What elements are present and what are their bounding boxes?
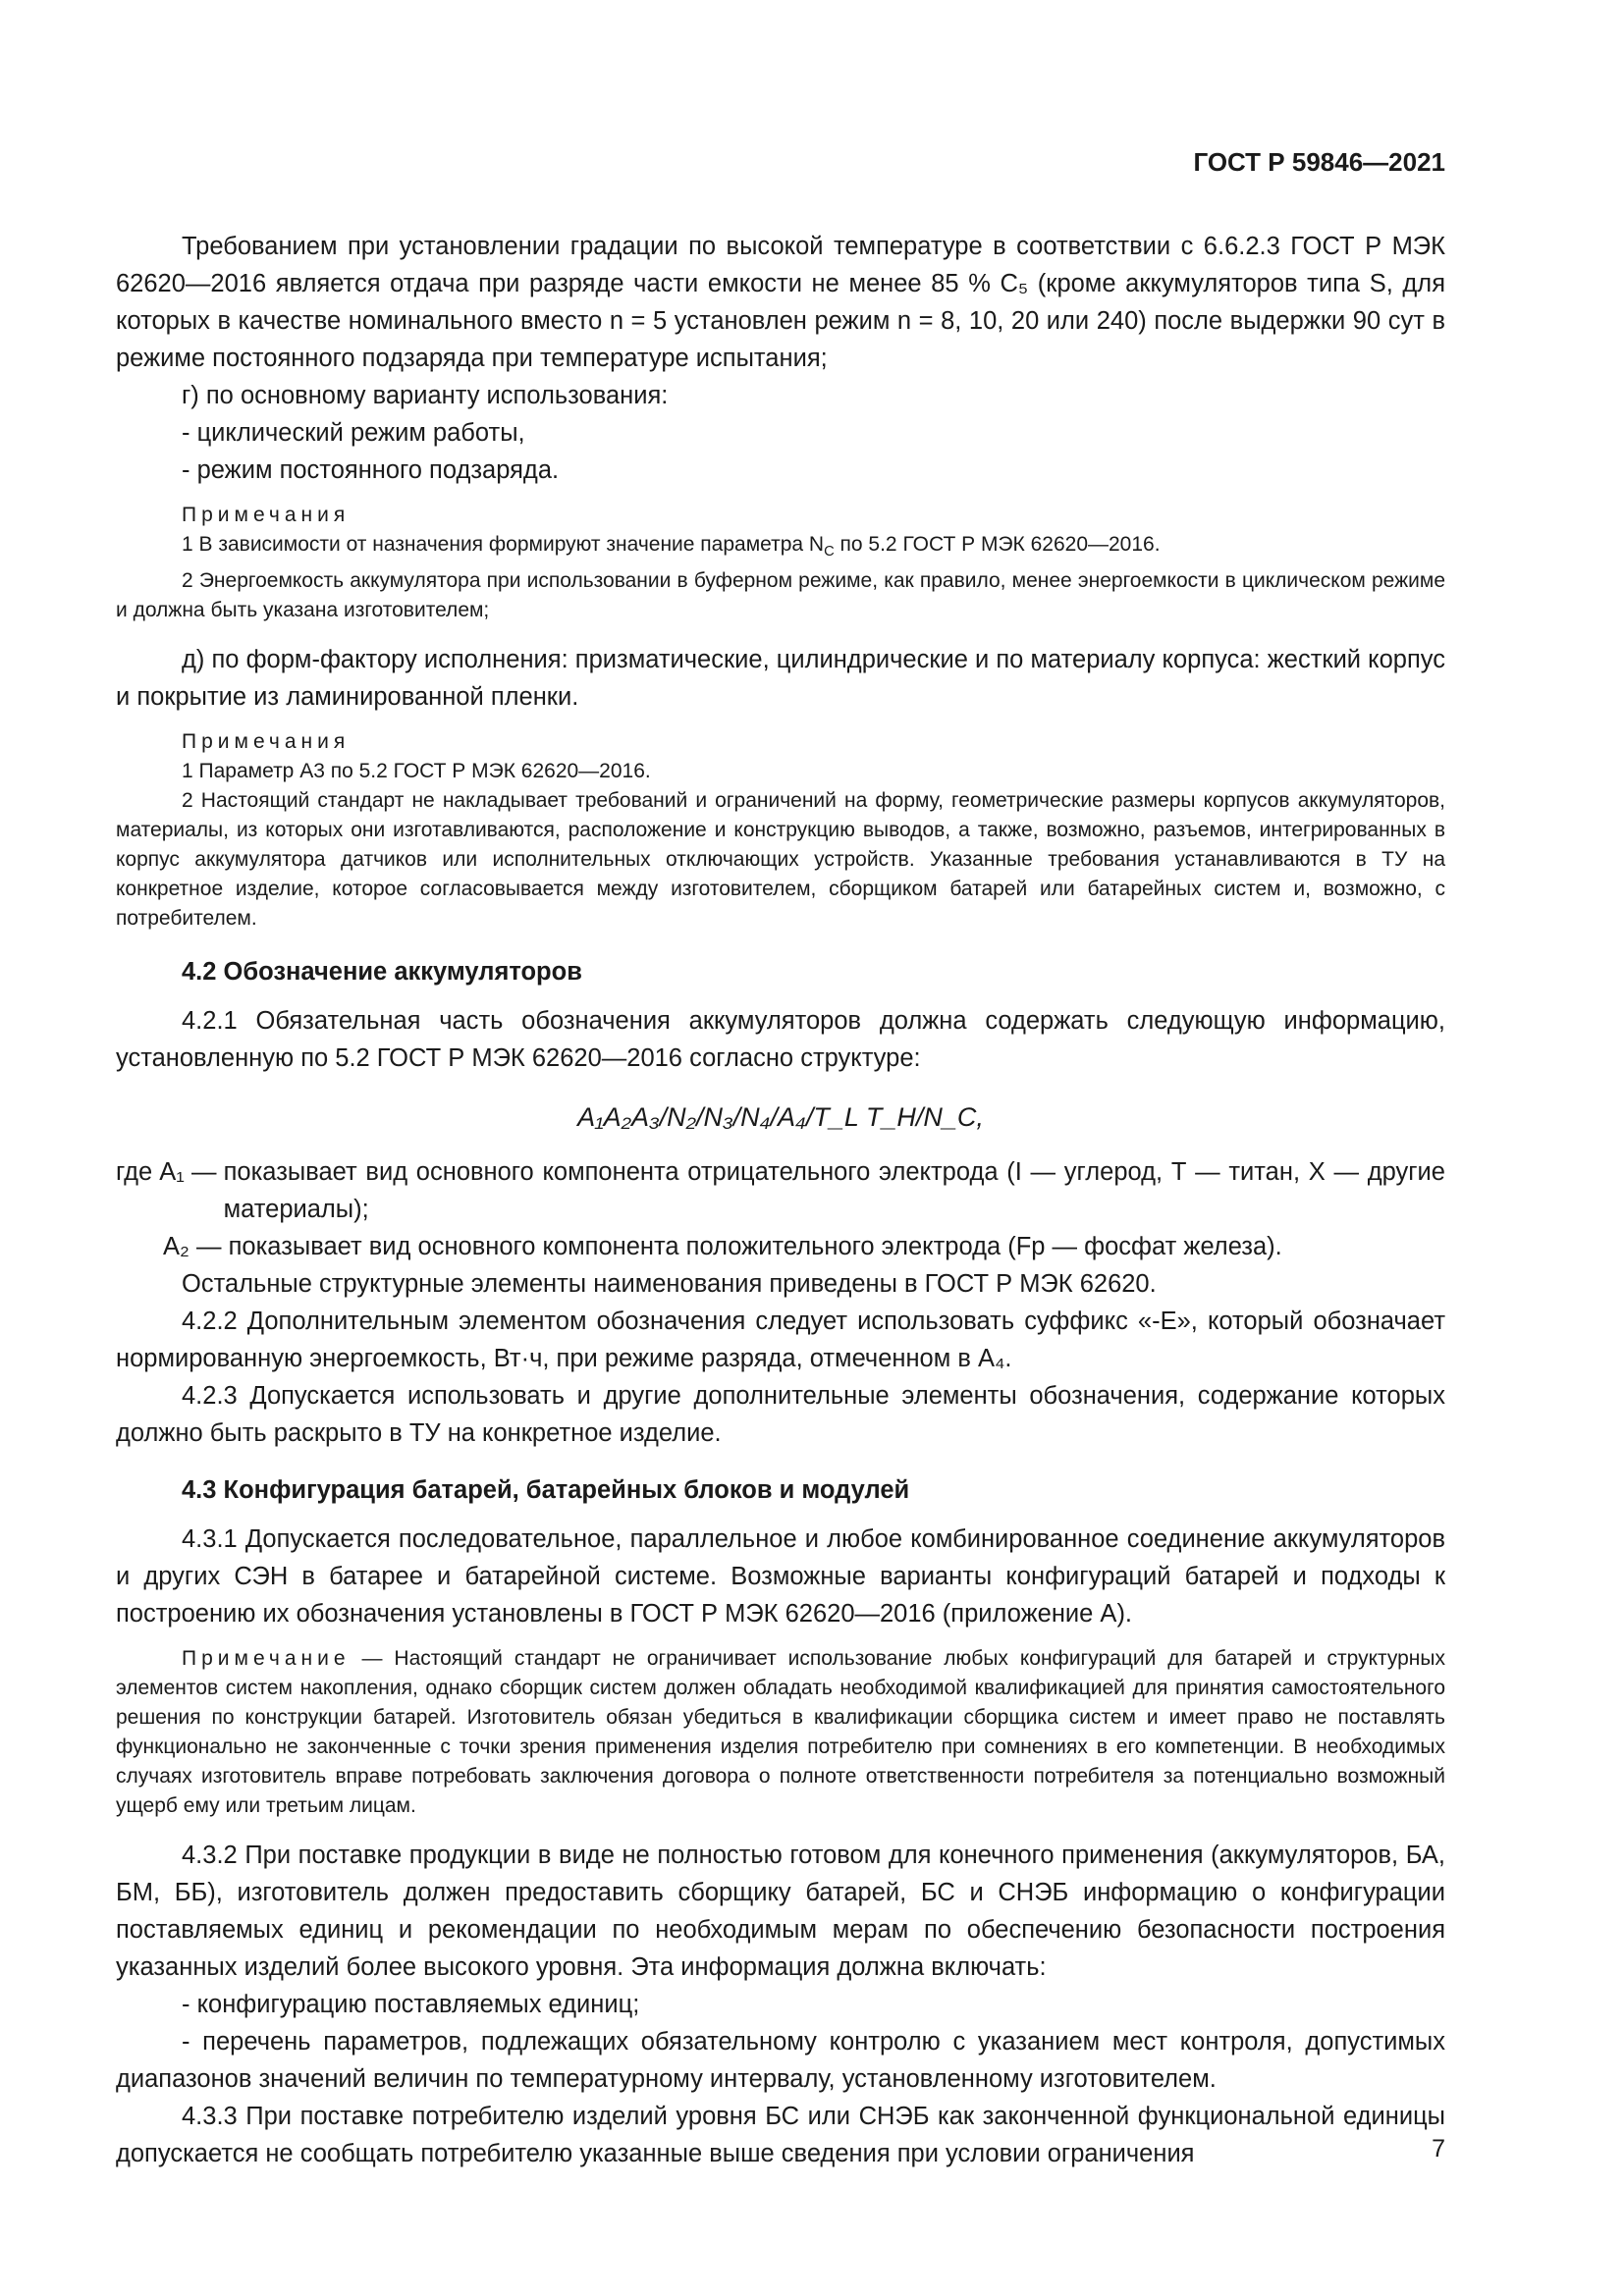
document-id-header: ГОСТ Р 59846—2021 — [1193, 147, 1445, 177]
where-a2-text: показывает вид основного компонента положительного электрода (Fp — фосфат железа). — [228, 1233, 1282, 1261]
page-body — [116, 228, 1445, 2172]
paragraph-4-2-1: 4.2.1 Обязательная часть обозначения аккумуляторов должна содержать следующую информацию, установленную по 5.2 ГОСТ Р МЭК 62620—2016 согласно структуре: — [116, 1007, 1445, 1073]
where-a1-label: где A₁ — — [116, 1158, 217, 1187]
page-number: 7 — [1432, 2135, 1445, 2163]
note-2-1: 1 Параметр А3 по 5.2 ГОСТ Р МЭК 62620—2016. — [182, 760, 651, 783]
note-3: Примечание — Настоящий стандарт не ограничивает использование любых конфигураций для батарей и структурных элементов систем накопления, однако сборщик систем должен обладать необходимой квалификацией для принятия самостоятельного решения по конструкции батарей. Изготовитель обязан убедиться в квалификации сборщика систем и имеет право не поставлять функционально не законченные с точки зрения применения изделия потребителю при сомнениях в его компетенции. В необходимых случаях изготовитель вправе потребовать заключения договора о полноте ответственности потребителя за потенциально возможный ущерб ему или третьим лицам. — [116, 1647, 1445, 1818]
paragraph-4-3-3: 4.3.3 При поставке потребителю изделий уровня БС или СНЭБ как законченной функциональной единицы допускается не сообщать потребителю указанные выше сведения при условии ограничения — [116, 2103, 1445, 2168]
note-1-2: 2 Энергоемкость аккумулятора при использовании в буферном режиме, как правило, менее энергоемкости в циклическом режиме и должна быть указана изготовителем; — [116, 569, 1445, 622]
paragraph-rest-elements: Остальные структурные элементы наименования приведены в ГОСТ Р МЭК 62620. — [182, 1270, 1157, 1299]
paragraph-4-3-1: 4.3.1 Допускается последовательное, параллельное и любое комбинированное соединение аккумуляторов и других СЭН в батарее и батарейной системе. Возможные варианты конфигураций батарей и подходы к построению их обозначения установлены в ГОСТ Р МЭК 62620—2016 (приложение А). — [116, 1525, 1445, 1629]
notes-block-2 — [116, 727, 1445, 934]
list-item-g-cyclic: - циклический режим работы, — [182, 419, 525, 447]
where-a1-text: показывает вид основного компонента отрицательного электрода (I — углерод, Т — титан, X — другие материалы); — [223, 1158, 1445, 1224]
note-2-2: 2 Настоящий стандарт не накладывает требований и ограничений на форму, геометрические размеры корпусов аккумуляторов, материалы, из которых они изготавливаются, расположение и конструкцию выводов, а также, возможно, разъемов, интегрированных в корпус аккумулятора датчиков или исполнительных отключающих устройств. Указанные требования устанавливаются в ТУ на конкретное изделие, которое согласовывается между изготовителем, сборщиком батарей или батарейных систем и, возможно, с потребителем. — [116, 789, 1445, 931]
list-item-d: д) по форм-фактору исполнения: призматические, цилиндрические и по материалу корпуса: жесткий корпус и покрытие из ламинированной пленки. — [116, 646, 1445, 712]
paragraph-4-2-3: 4.2.3 Допускается использовать и другие дополнительные элементы обозначения, содержание которых должно быть раскрыто в ТУ на конкретное изделие. — [116, 1382, 1445, 1448]
note-block-3 — [116, 1644, 1445, 1821]
paragraph-4-3-2: 4.3.2 При поставке продукции в виде не полностью готовом для конечного применения (аккумуляторов, БА, БМ, ББ), изготовитель должен предоставить сборщику батарей, БС и СНЭБ информацию о конфигурации поставляемых единиц и рекомендации по необходимым мерам по обеспечению безопасности построения указанных изделий более высокого уровня. Эта информация должна включать: — [116, 1842, 1445, 1982]
list-item-g-float: - режим постоянного подзаряда. — [182, 456, 560, 484]
notes-block-1 — [116, 501, 1445, 625]
note-1-1: 1 В зависимости от назначения формируют значение параметра $N_C$ по 5.2 ГОСТ Р МЭК 62620—2016. — [182, 533, 1161, 561]
list-item-params: - перечень параметров, подлежащих обязательному контролю с указанием мест контроля, допустимых диапазонов значений величин по температурному интервалу, установленному изготовителем. — [116, 2028, 1445, 2094]
section-heading-4-2: 4.2 Обозначение аккумуляторов — [182, 958, 582, 987]
designation-formula: A₁A₂A₃/N₂/N₃/N₄/A₄/T_L T_H/N_C, — [577, 1102, 984, 1133]
notes-title: Примечания — [182, 504, 351, 526]
list-item-config: - конфигурацию поставляемых единиц; — [182, 1991, 640, 2019]
section-heading-4-3: 4.3 Конфигурация батарей, батарейных блоков и модулей — [182, 1476, 910, 1505]
notes-title: Примечания — [182, 730, 351, 754]
paragraph-4-2-2: 4.2.2 Дополнительным элементом обозначения следует использовать суффикс «-E», который обозначает нормированную энергоемкость, Вт·ч, при режиме разряда, отмеченном в A₄. — [116, 1308, 1445, 1373]
paragraph-high-temperature: Требованием при установлении градации по высокой температуре в соответствии с 6.6.2.3 ГОСТ Р МЭК 62620—2016 является отдача при разряде части емкости не менее 85 % C₅ (кроме аккумуляторов типа S, для которых в качестве номинального вместо n = 5 установлен режим n = 8, 10, 20 или 240) после выдержки 90 сут в режиме постоянного подзаряда при температуре испытания; — [116, 233, 1445, 372]
where-a2-label: A₂ — — [163, 1233, 222, 1261]
where-a1 — [116, 1153, 1445, 1228]
where-a2 — [116, 1228, 1445, 1265]
list-item-g: г) по основному варианту использования: — [182, 382, 669, 409]
